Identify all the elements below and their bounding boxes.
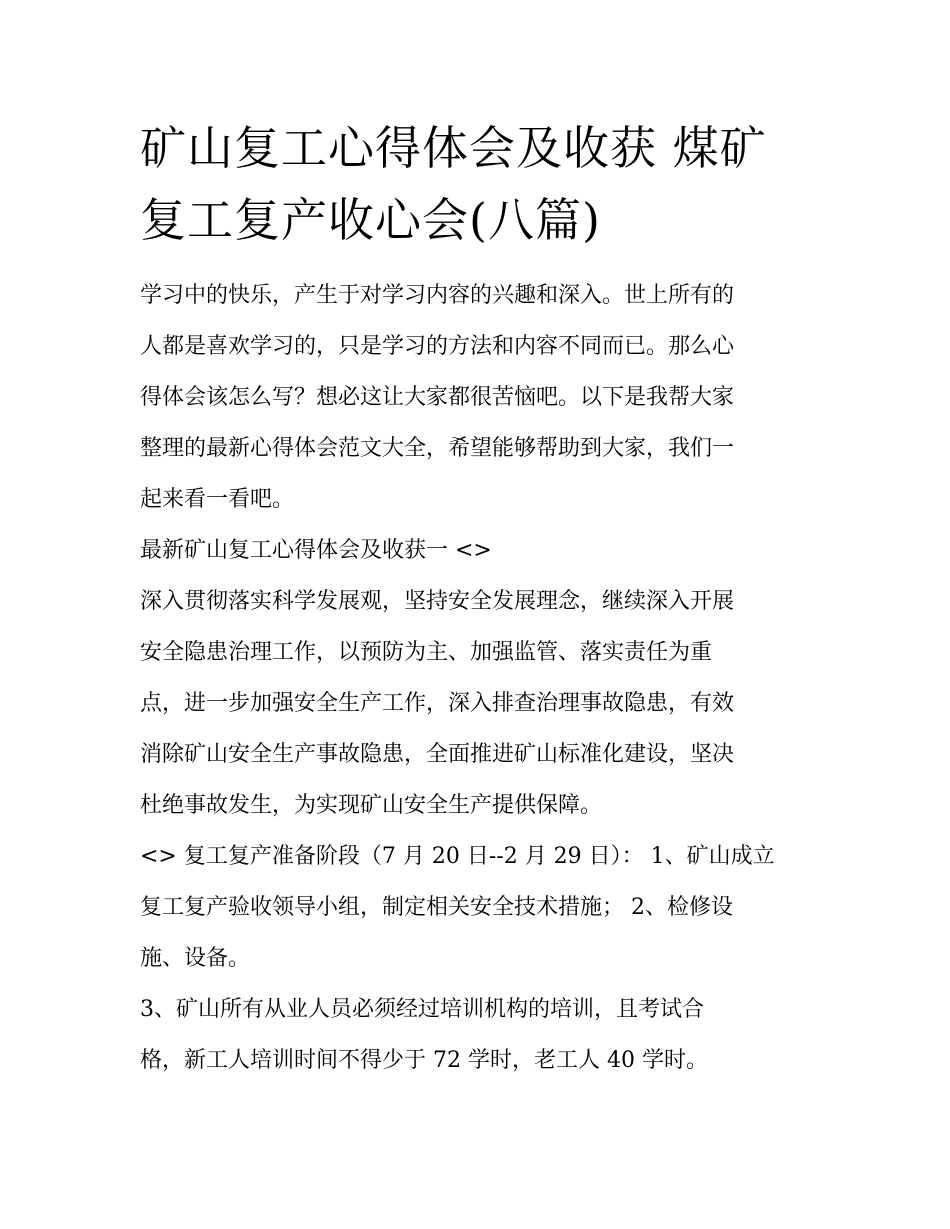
section-heading-text: 最新矿山复工心得体会及收获一 <> <box>140 538 492 563</box>
section-line-4: 消除矿山安全生产事故隐患，全面推进矿山标准化建设，坚决 <box>140 742 735 767</box>
section-line-1: 深入贯彻落实科学发展观，坚持安全发展理念，继续深入开展 <box>140 589 735 614</box>
section-paragraph <box>140 576 812 831</box>
item3-line-2: 格，新工人培训时间不得少于 72 学时，老工人 40 学时。 <box>140 1048 708 1073</box>
title-line-1: 矿山复工心得体会及收获 煤矿 <box>140 121 767 175</box>
stage-line-2: 复工复产验收领导小组，制定相关安全技术措施； 2、检修设 <box>140 895 733 920</box>
item3-paragraph <box>140 984 812 1086</box>
stage-paragraph <box>140 831 812 984</box>
intro-line-5: 起来看一看吧。 <box>140 487 295 512</box>
intro-line-2: 人都是喜欢学习的，只是学习的方法和内容不同而已。那么心 <box>140 334 735 359</box>
title-line-2: 复工复产收心会(八篇) <box>140 193 601 247</box>
item3-line-1: 3、矿山所有从业人员必须经过培训机构的培训，且考试合 <box>140 997 704 1022</box>
document-body <box>140 270 812 1086</box>
section-line-2: 安全隐患治理工作，以预防为主、加强监管、落实责任为重 <box>140 640 713 665</box>
section-line-5: 杜绝事故发生，为实现矿山安全生产提供保障。 <box>140 793 603 818</box>
stage-line-1: <> 复工复产准备阶段（7 月 20 日--2 月 29 日）： 1、矿山成立 <box>140 844 775 869</box>
section-line-3: 点，进一步加强安全生产工作，深入排查治理事故隐患，有效 <box>140 691 735 716</box>
intro-line-1: 学习中的快乐，产生于对学习内容的兴趣和深入。世上所有的 <box>140 283 735 308</box>
document-title <box>140 112 812 256</box>
intro-line-3: 得体会该怎么写？想必这让大家都很苦恼吧。以下是我帮大家 <box>140 385 735 410</box>
intro-line-4: 整理的最新心得体会范文大全，希望能够帮助到大家，我们一 <box>140 436 735 461</box>
section-heading <box>140 525 812 576</box>
document-content <box>140 112 812 1086</box>
intro-paragraph <box>140 270 812 525</box>
stage-line-3: 施、设备。 <box>140 946 251 971</box>
